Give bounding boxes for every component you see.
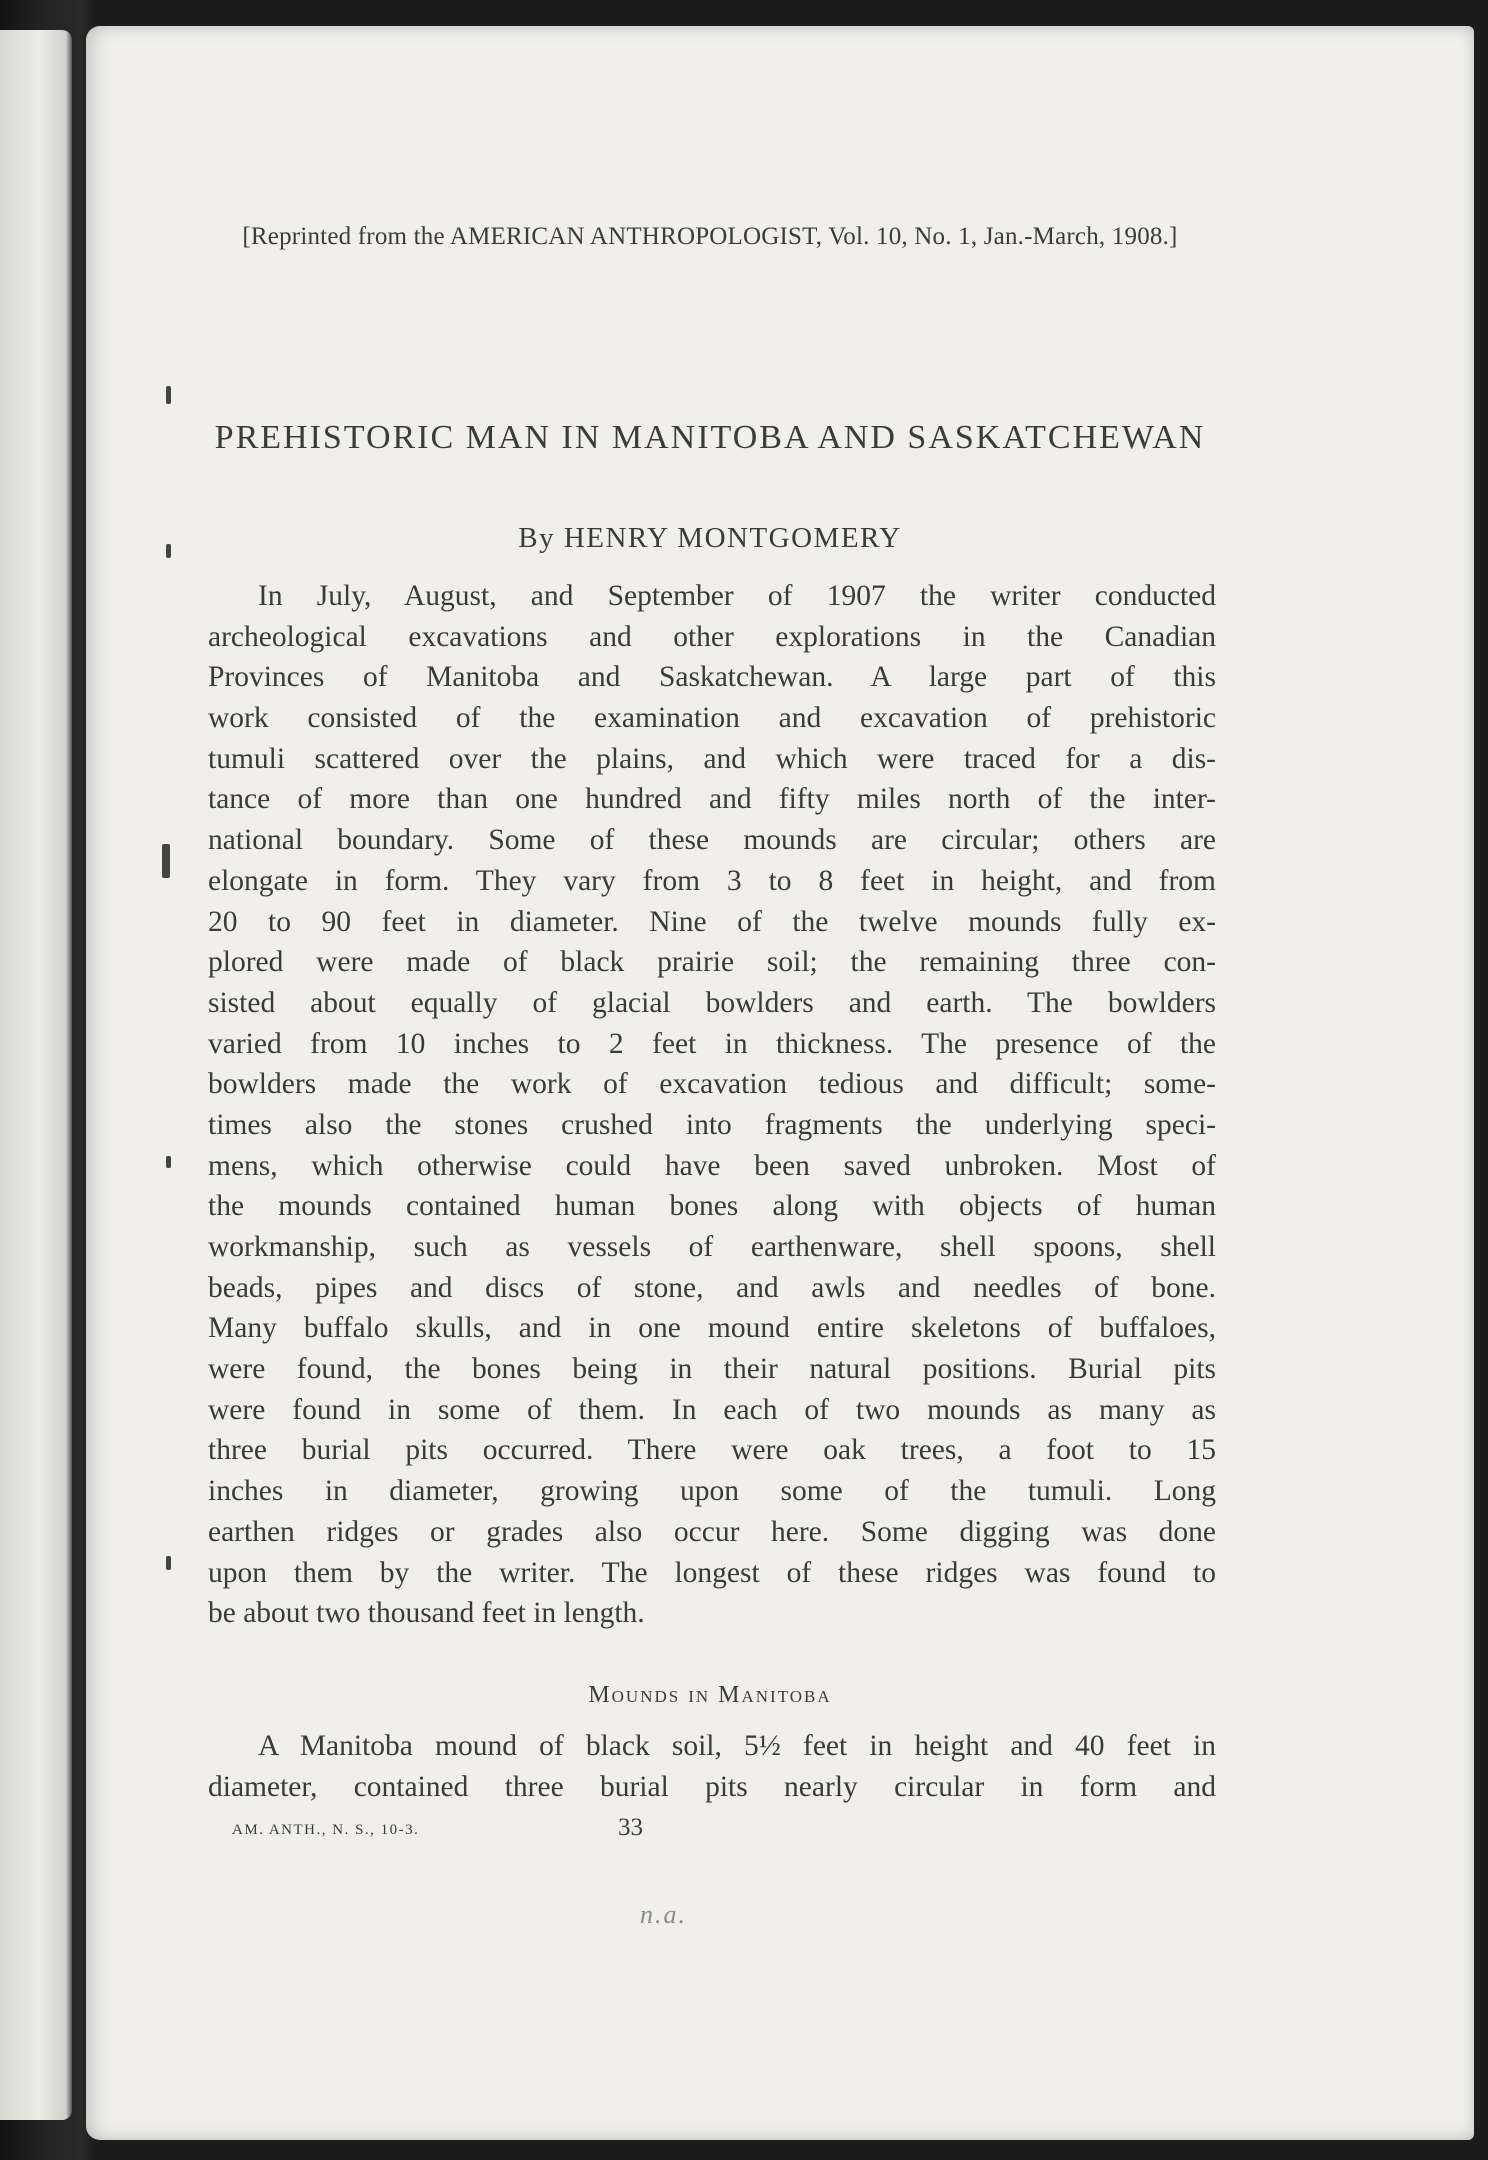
section-line: diameter, contained three burial pits nearly circular in form and xyxy=(208,1770,1216,1803)
body-line: Many buffalo skulls, and in one mound entire skeletons of buffaloes, xyxy=(208,1312,1216,1345)
section-line: A Manitoba mound of black soil, 5½ feet in height and 40 feet in xyxy=(258,1730,1216,1762)
binding-mark xyxy=(166,1156,171,1168)
binding-mark xyxy=(166,386,171,404)
page-number: 33 xyxy=(618,1814,643,1841)
article-body xyxy=(208,576,1216,1634)
body-line: beads, pipes and discs of stone, and awls and needles of bone. xyxy=(208,1271,1216,1304)
binding-mark xyxy=(162,844,170,878)
body-line: tumuli scattered over the plains, and which were traced for a dis- xyxy=(208,742,1216,775)
body-line: be about two thousand feet in length. xyxy=(208,1597,645,1630)
handwritten-mark: n.a. xyxy=(640,1900,687,1929)
body-line: workmanship, such as vessels of earthenware, shell spoons, shell xyxy=(208,1231,1216,1263)
body-line: Provinces of Manitoba and Saskatchewan. A large part of this xyxy=(208,661,1216,694)
body-line: upon them by the writer. The longest of these ridges was found to xyxy=(208,1556,1216,1589)
facing-page-edge xyxy=(0,30,72,2120)
body-line: archeological excavations and other explorations in the Canadian xyxy=(208,620,1216,653)
body-line: were found, the bones being in their natural positions. Burial pits xyxy=(208,1353,1216,1386)
body-line: inches in diameter, growing upon some of the tumuli. Long xyxy=(208,1475,1216,1508)
body-line: elongate in form. They vary from 3 to 8 feet in height, and from xyxy=(208,864,1216,897)
body-line: 20 to 90 feet in diameter. Nine of the twelve mounds fully ex- xyxy=(208,905,1216,938)
body-line: In July, August, and September of 1907 the writer conducted xyxy=(258,580,1216,612)
binding-mark xyxy=(166,544,171,558)
body-line: varied from 10 inches to 2 feet in thickness. The presence of the xyxy=(208,1027,1216,1060)
section-body xyxy=(208,1726,1216,1807)
body-line: plored were made of black prairie soil; the remaining three con- xyxy=(208,946,1216,979)
body-line: work consisted of the examination and excavation of prehistoric xyxy=(208,702,1216,735)
body-line: earthen ridges or grades also occur here. Some digging was done xyxy=(208,1515,1216,1548)
byline: By HENRY MONTGOMERY xyxy=(518,522,902,554)
body-line: bowlders made the work of excavation tedious and difficult; some- xyxy=(208,1068,1216,1101)
footer-signature: AM. ANTH., N. S., 10-3. xyxy=(232,1822,420,1838)
body-line: times also the stones crushed into fragments the underlying speci- xyxy=(208,1108,1216,1141)
body-line: three burial pits occurred. There were oak trees, a foot to 15 xyxy=(208,1434,1216,1467)
section-heading: Mounds in Manitoba xyxy=(588,1682,832,1708)
body-line: were found in some of them. In each of two mounds as many as xyxy=(208,1393,1216,1426)
reprint-notice: [Reprinted from the AMERICAN ANTHROPOLOGIST, Vol. 10, No. 1, Jan.-March, 1908.] xyxy=(242,223,1178,250)
binding-mark xyxy=(166,1556,171,1570)
article-title: PREHISTORIC MAN IN MANITOBA AND SASKATCHEWAN xyxy=(214,419,1206,456)
body-line: national boundary. Some of these mounds are circular; others are xyxy=(208,824,1216,857)
body-line: tance of more than one hundred and fifty miles north of the inter- xyxy=(208,783,1216,816)
body-line: sisted about equally of glacial bowlders and earth. The bowlders xyxy=(208,986,1216,1019)
body-line: mens, which otherwise could have been saved unbroken. Most of xyxy=(208,1149,1216,1182)
body-line: the mounds contained human bones along with objects of human xyxy=(208,1190,1216,1223)
